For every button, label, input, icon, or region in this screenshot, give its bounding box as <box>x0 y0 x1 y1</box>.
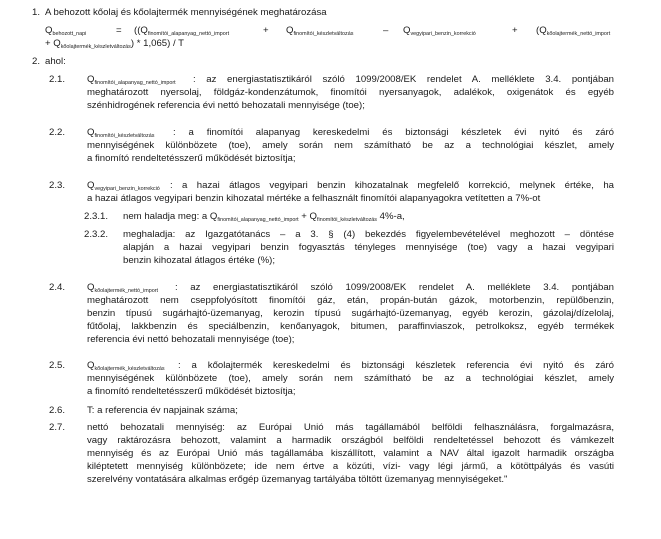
item-2-3-line-2: a hazai átlagos vegyipari benzin kihozatal mértéke a felhasznált finomítói alapanyagokra vetítetten a 7%-ot <box>87 193 541 204</box>
item-2-3-2-line-3: benzin kihozatal átlagos értéke (%); <box>123 255 275 266</box>
item-2-3-1-text: nem haladja meg: a $Q_{finomítói\_alapanyag\_nettó\_import} + Q_{finomítói\_készletváltozás}$ 4%-a, <box>123 211 405 223</box>
item-2-1-symbol: $Q_{finomítói\_alapanyag\_nettó\_import}$ <box>87 74 176 86</box>
item-2-1-number: 2.1. <box>49 74 66 85</box>
item-2-1-line-2: meghatározott nyersolaj, földgáz-kondenzátumok, finomítói nyersanyagok, adalékok, oxigenátok és egyéb <box>87 87 614 98</box>
item-2-7-line-5: szerelvény vontatására alkalmas erőgép üzemanyag tartályába töltött üzemanyag mennyiségeket." <box>87 474 508 485</box>
formula-minus: – <box>383 25 389 36</box>
item-2-2-line-3: a finomító rendeltetésszerű működését biztosítja; <box>87 153 296 164</box>
item-2-7-line-1: nettó behozatali mennyiség: az Európai Unió más tagállamából belföldi felhasználásra, forgalmazásra, <box>87 422 614 433</box>
item-2-2-number: 2.2. <box>49 127 66 138</box>
formula-plus-1: + <box>263 25 269 36</box>
item-2-1-line-1: : az energiastatisztikáról szóló 1099/2008/EK rendelet A. melléklete 3.4. pontjában <box>193 74 614 85</box>
formula-equals: = <box>116 25 122 36</box>
item-2-6-text: T: a referencia év napjainak száma; <box>87 405 238 416</box>
item-2-3-symbol: $Q_{vegyipari\_benzin\_korrekció}$ <box>87 180 160 192</box>
item-2-4-line-5: referencia évi nettó behozatali mennyisége (toe); <box>87 334 295 345</box>
item-2-4-line-3: benzin típusú sugárhajtó-üzemanyag, kerozin típusú sugárhajtó-üzemanyag, egyéb kerozin, gázolaj/dízelolaj, <box>87 308 614 319</box>
item-2-5-line-2: mennyiségének különbözete (toe), amely során nem számítható be az a technológiai készlet, amely <box>87 373 614 384</box>
item-2-4-line-4: fűtőolaj, lakkbenzin és speciálbenzin, kenőanyagok, bitumen, paraffinviaszok, petrolkoksz, egyéb termékek <box>87 321 614 332</box>
section-2-number: 2. <box>32 56 41 67</box>
section-2-heading: ahol: <box>45 56 66 67</box>
item-2-2-line-2: mennyiségének különbözete (toe), amely során nem számítható be az a technológiai készlet, amely <box>87 140 614 151</box>
item-2-7-number: 2.7. <box>49 422 66 433</box>
item-2-5-line-3: a finomító rendeltetésszerű működését biztosítja; <box>87 386 296 397</box>
item-2-5-line-1: : a kőolajtermék kereskedelmi és biztonsági készletek referencia évi nyitó és záró <box>178 360 614 371</box>
item-2-3-line-1: : a hazai átlagos vegyipari benzin kihozatalnak megfelelő korrekció, melynek értéke, ha <box>170 180 614 191</box>
item-2-4-symbol: $Q_{kőolajtermék\_nettó\_import}$ <box>87 282 158 294</box>
item-2-3-2-line-1: meghaladja: az Igazgatótanács – a 3. § (4) bekezdés figyelembevételével meghozott – döntése <box>123 229 614 240</box>
item-2-4-line-2: meghatározott nem cseppfolyósított finomítói gáz, etán, propán-bután gázok, motorbenzin, repülőbenzin, <box>87 295 614 306</box>
section-1-number: 1. <box>32 7 41 18</box>
section-1-heading: A behozott kőolaj és kőolajtermék mennyiségének meghatározása <box>45 7 327 18</box>
item-2-1-line-3: szénhidrogének referencia évi nettó behozatali mennyisége (toe); <box>87 100 365 111</box>
item-2-3-1-number: 2.3.1. <box>84 211 109 222</box>
item-2-4-line-1: : az energiastatisztikáról szóló 1099/2008/EK rendelet A. melléklete 3.4. pontjában <box>175 282 614 293</box>
item-2-2-line-1: : a finomítói alapanyag kereskedelmi és biztonsági készletek évi nyitó és záró <box>173 127 614 138</box>
formula-term-c: $Q_{vegyipari\_benzin\_korrekció}$ <box>403 25 476 37</box>
item-2-7-line-3: mennyiség és az Európai Unió más tagállamába kiszállított, valamint a NAV által igazolt harmadik országba <box>87 448 614 459</box>
item-2-6-number: 2.6. <box>49 405 66 416</box>
formula-term-d: ($Q_{kőolajtermék\_nettó\_import}$ <box>536 25 611 37</box>
item-2-2-symbol: $Q_{finomítói\_készletváltozás}$ <box>87 127 155 139</box>
item-2-3-2-line-2: alapján a hazai vegyipari benzin fogyasztás tényleges mennyisége (toe) vagy a hazai vegyipari <box>123 242 614 253</box>
item-2-3-number: 2.3. <box>49 180 66 191</box>
item-2-7-line-2: vagy raktározásra behozott, valamint a harmadik országból belföldi rendeltetéssel behozott és vámkezelt <box>87 435 614 446</box>
item-2-5-number: 2.5. <box>49 360 66 371</box>
formula-term-e: + $Q_{kőolajtermék\_készletváltozás}) * 1,065$) / T <box>45 38 185 50</box>
item-2-3-2-number: 2.3.2. <box>84 229 109 240</box>
item-2-7-line-4: kiléptetett mennyiség különbözete; ide nem értve a közúti, vízi- vagy légi jármű, a kötöttpályás és vasúti <box>87 461 614 472</box>
formula-lhs: $Q_{behozott\_napi}$ <box>45 25 87 37</box>
formula-term-a: (($Q_{finomítói\_alapanyag\_nettó\_import}$ <box>134 25 230 37</box>
item-2-4-number: 2.4. <box>49 282 66 293</box>
formula-plus-2: + <box>512 25 518 36</box>
formula-term-b: $Q_{finomítói\_készletváltozás}$ <box>286 25 354 37</box>
item-2-5-symbol: $Q_{kőolajtermék\_készletváltozás}$ <box>87 360 165 372</box>
